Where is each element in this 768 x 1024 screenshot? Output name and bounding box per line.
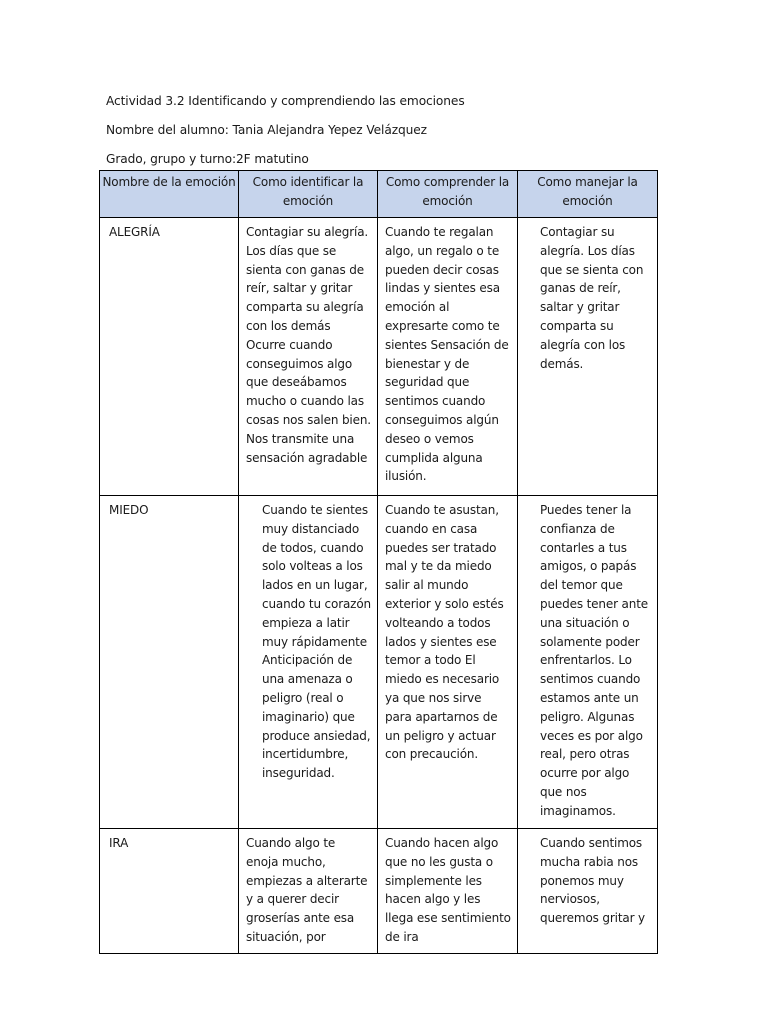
emotion-name-cell (100, 218, 239, 496)
identify-text: Cuando te sientes muy distanciado de todos, cuando solo volteas a los lados en un lugar, cuando tu corazón empieza a latir muy rápidamente Anticipación de una amenaza o peligro (real o imaginario) que produce ansiedad, incertidumbre, inseguridad. (262, 503, 371, 781)
emotions-table (99, 170, 658, 954)
emotion-name-cell (100, 829, 239, 954)
student-name: Nombre del alumno: Tania Alejandra Yepez Velázquez (106, 123, 427, 137)
understand-text: Cuando hacen algo que no les gusta o simplemente les hacen algo y les llega ese sentimiento de ira (385, 836, 511, 944)
identify-text: Contagiar su alegría. Los días que se sienta con ganas de reír, saltar y gritar comparta su alegría con los demás Ocurre cuando conseguimos algo que deseábamos mucho o cuando las cosas nos salen bien. Nos transmite una sensación agradable (246, 225, 371, 465)
manage-text: Cuando sentimos mucha rabia nos ponemos muy nerviosos, queremos gritar y (540, 836, 645, 926)
manage-text: Puedes tener la confianza de contarles a tus amigos, o papás del temor que puedes tener ante una situación o solamente poder enfrentarlos. Lo sentimos cuando estamos ante un peligro. Algunas veces es por algo real, pero otras ocurre por algo que nos imaginamos. (540, 503, 648, 818)
column-header-identify: Como identificar la emoción (239, 171, 378, 218)
table-header-row (100, 171, 658, 218)
identify-cell (239, 829, 378, 954)
manage-cell (518, 496, 658, 829)
column-header-emotion-name: Nombre de la emoción (100, 171, 239, 218)
understand-text: Cuando te regalan algo, un regalo o te pueden decir cosas lindas y sientes esa emoción al expresarte como te sientes Sensación de bienestar y de seguridad que sentimos cuando conseguimos algún deseo o vemos cumplida alguna ilusión. (385, 225, 509, 484)
column-header-manage: Como manejar la emoción (518, 171, 658, 218)
activity-title: Actividad 3.2 Identificando y comprendiendo las emociones (106, 94, 465, 108)
table-row (100, 496, 658, 829)
emotion-name: ALEGRÍA (109, 225, 160, 239)
understand-cell (378, 218, 518, 496)
column-header-understand: Como comprender la emoción (378, 171, 518, 218)
understand-text: Cuando te asustan, cuando en casa puedes ser tratado mal y te da miedo salir al mundo exterior y solo estés volteando a todos lados y sientes ese temor a todo El miedo es necesario ya que nos sirve para apartarnos de un peligro y actuar con precaución. (385, 503, 504, 762)
emotion-name-cell (100, 496, 239, 829)
grade-group-shift: Grado, grupo y turno:2F matutino (106, 152, 309, 166)
manage-cell (518, 218, 658, 496)
identify-text: Cuando algo te enoja mucho, empiezas a alterarte y a querer decir groserías ante esa situación, por (246, 836, 368, 944)
identify-cell (239, 218, 378, 496)
manage-cell (518, 829, 658, 954)
table-row (100, 829, 658, 954)
manage-text: Contagiar su alegría. Los días que se sienta con ganas de reír, saltar y gritar comparta su alegría con los demás. (540, 225, 644, 371)
emotion-name: MIEDO (109, 503, 149, 517)
identify-cell (239, 496, 378, 829)
understand-cell (378, 496, 518, 829)
emotion-name: IRA (109, 836, 129, 850)
understand-cell (378, 829, 518, 954)
table-row (100, 218, 658, 496)
